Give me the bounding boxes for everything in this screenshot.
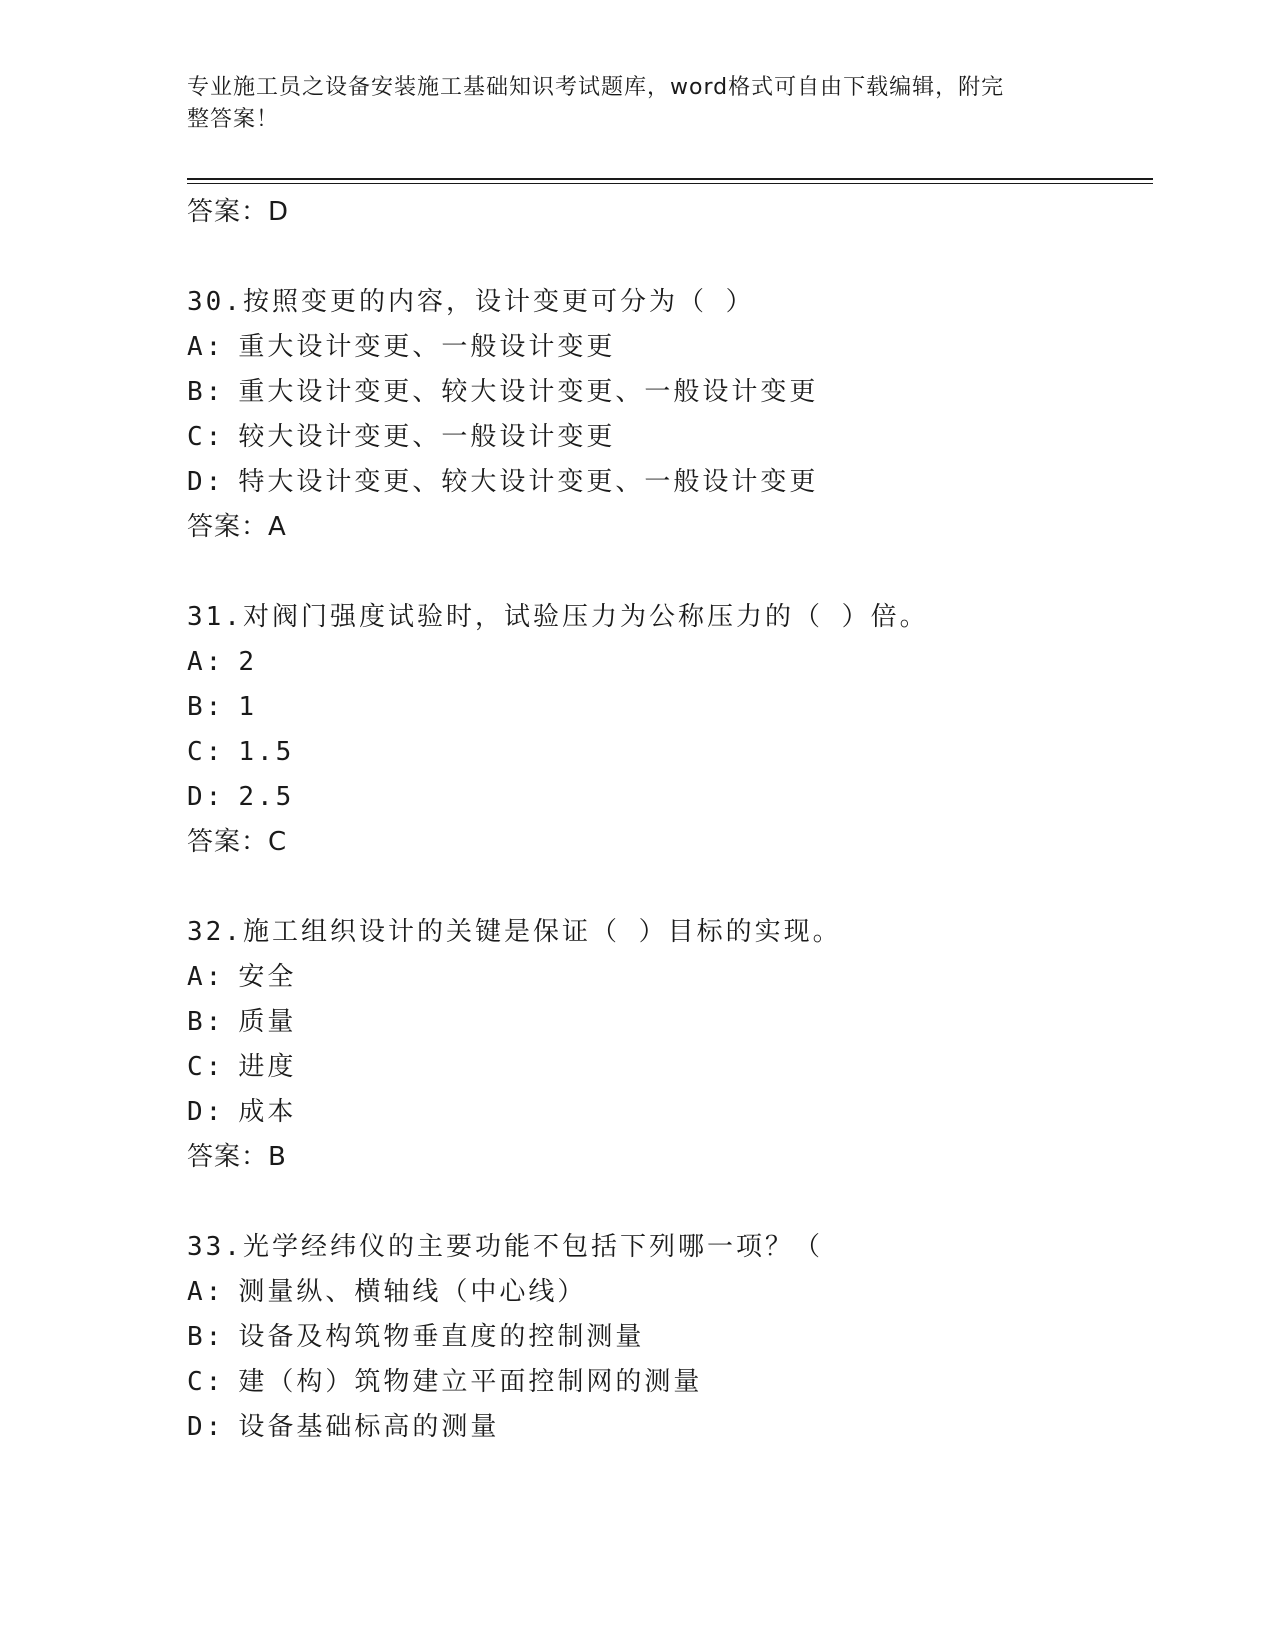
option-separator: : <box>205 1007 225 1037</box>
question-title: 32.施工组织设计的关键是保证（ ）目标的实现。 <box>187 917 842 947</box>
option-letter: A <box>187 1277 206 1307</box>
option-c <box>187 1045 1153 1090</box>
question-list <box>187 190 1153 1450</box>
option-separator: : <box>205 692 225 722</box>
option-d <box>187 1405 1153 1450</box>
option-letter: A <box>187 332 206 362</box>
option-text: 1 <box>238 692 257 722</box>
option-text: 设备基础标高的测量 <box>238 1412 500 1442</box>
option-letter: A <box>187 647 206 677</box>
option-letter: B <box>187 377 206 407</box>
option-b <box>187 1315 1153 1360</box>
option-text: 成本 <box>238 1097 297 1127</box>
option-c <box>187 730 1153 775</box>
header-line-1: 专业施工员之设备安装施工基础知识考试题库，word格式可自由下载编辑，附完 <box>187 75 1005 100</box>
option-separator: : <box>205 332 225 362</box>
option-separator: : <box>205 467 225 497</box>
option-separator: : <box>205 1277 225 1307</box>
option-text: 重大设计变更、较大设计变更、一般设计变更 <box>238 377 819 407</box>
option-d <box>187 775 1153 820</box>
question-30 <box>187 280 1153 550</box>
option-letter: D <box>187 1097 206 1127</box>
option-letter: B <box>187 1007 206 1037</box>
header-line-2: 整答案！ <box>187 107 280 132</box>
question-answer: 答案：A <box>187 512 287 542</box>
option-letter: B <box>187 692 206 722</box>
option-text: 1.5 <box>238 737 295 767</box>
option-a <box>187 640 1153 685</box>
option-letter: B <box>187 1322 206 1352</box>
question-31 <box>187 595 1153 865</box>
option-letter: D <box>187 467 206 497</box>
option-text: 测量纵、横轴线（中心线） <box>238 1277 587 1307</box>
question-title: 30.按照变更的内容，设计变更可分为（ ） <box>187 287 755 317</box>
option-c <box>187 1360 1153 1405</box>
option-text: 特大设计变更、较大设计变更、一般设计变更 <box>238 467 819 497</box>
option-letter: C <box>187 1052 206 1082</box>
option-text: 2 <box>238 647 257 677</box>
option-letter: D <box>187 1412 206 1442</box>
option-text: 2.5 <box>238 782 295 812</box>
header-divider-thick <box>187 178 1153 180</box>
option-text: 建（构）筑物建立平面控制网的测量 <box>238 1367 703 1397</box>
option-b <box>187 685 1153 730</box>
option-separator: : <box>205 1322 225 1352</box>
option-separator: : <box>205 1412 225 1442</box>
option-letter: C <box>187 422 206 452</box>
option-separator: : <box>205 377 225 407</box>
question-title: 31.对阀门强度试验时，试验压力为公称压力的（ ）倍。 <box>187 602 929 632</box>
header-divider-thin <box>187 183 1153 184</box>
option-a <box>187 955 1153 1000</box>
option-d <box>187 460 1153 505</box>
option-separator: : <box>205 782 225 812</box>
previous-answer: 答案：D <box>187 197 290 227</box>
question-33 <box>187 1225 1153 1450</box>
question-title: 33.光学经纬仪的主要功能不包括下列哪一项？（ <box>187 1232 823 1262</box>
option-d <box>187 1090 1153 1135</box>
option-text: 进度 <box>238 1052 297 1082</box>
question-answer: 答案：C <box>187 827 288 857</box>
option-letter: A <box>187 962 206 992</box>
option-b <box>187 1000 1153 1045</box>
question-32 <box>187 910 1153 1180</box>
option-a <box>187 1270 1153 1315</box>
option-letter: C <box>187 1367 206 1397</box>
option-separator: : <box>205 422 225 452</box>
option-c <box>187 415 1153 460</box>
option-text: 较大设计变更、一般设计变更 <box>238 422 616 452</box>
option-text: 重大设计变更、一般设计变更 <box>238 332 616 362</box>
option-separator: : <box>205 647 225 677</box>
option-text: 安全 <box>238 962 297 992</box>
option-separator: : <box>205 1052 225 1082</box>
option-b <box>187 370 1153 415</box>
option-letter: C <box>187 737 206 767</box>
option-separator: : <box>205 1097 225 1127</box>
option-separator: : <box>205 1367 225 1397</box>
question-answer: 答案：B <box>187 1142 287 1172</box>
option-text: 设备及构筑物垂直度的控制测量 <box>238 1322 645 1352</box>
option-letter: D <box>187 782 206 812</box>
option-separator: : <box>205 737 225 767</box>
option-a <box>187 325 1153 370</box>
option-text: 质量 <box>238 1007 297 1037</box>
document-header <box>187 72 1067 136</box>
option-separator: : <box>205 962 225 992</box>
